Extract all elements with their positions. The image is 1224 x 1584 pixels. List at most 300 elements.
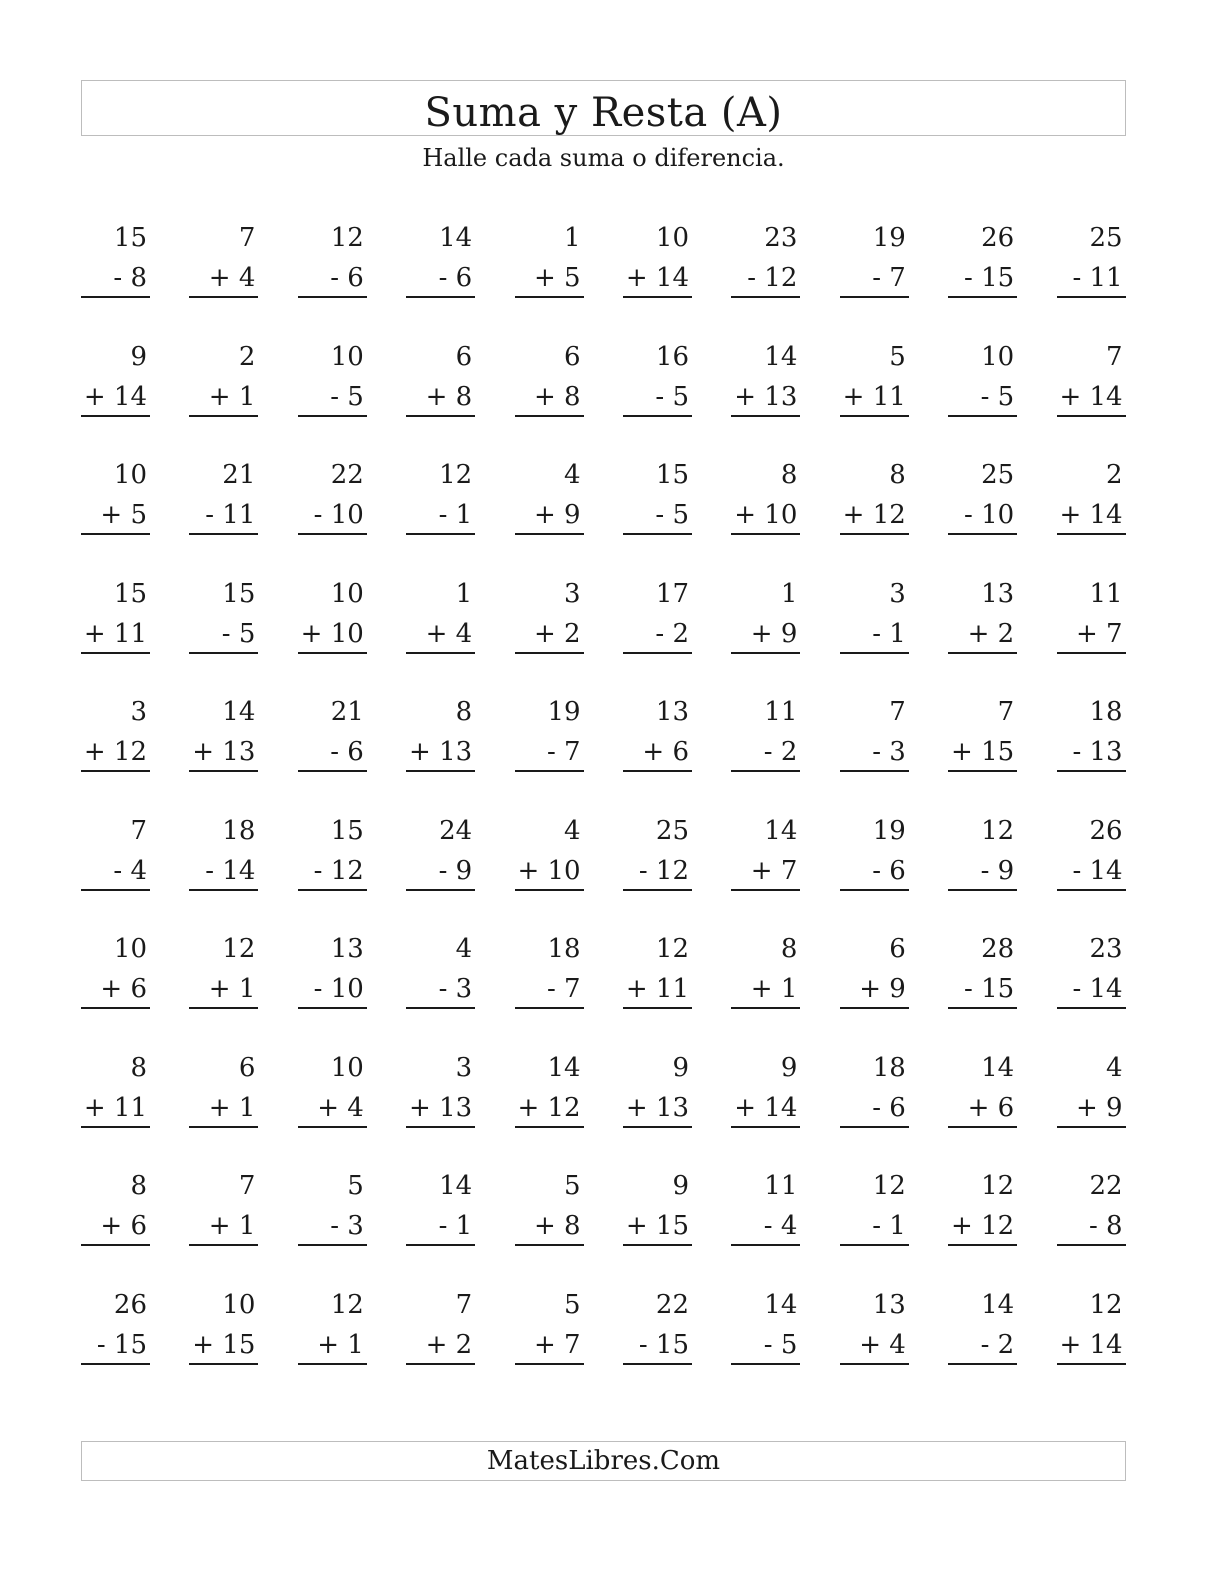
problem-operand: - 3	[438, 974, 473, 1004]
problem-top-number: 25	[981, 460, 1015, 490]
problem-top-number: 12	[981, 1171, 1015, 1201]
problem-top-number: 25	[655, 815, 689, 846]
problem	[81, 929, 150, 1009]
problem-top-number: 14	[439, 1171, 473, 1201]
problem-top-number: 12	[655, 934, 689, 964]
problem-operand: - 8	[1089, 1211, 1123, 1241]
problem	[948, 1166, 1017, 1246]
problem	[81, 574, 150, 654]
problem-top-number: 23	[764, 223, 798, 253]
problem	[406, 1048, 475, 1128]
problem	[298, 811, 367, 891]
problem	[189, 1048, 258, 1128]
problem-top-number: 4	[1106, 1052, 1123, 1083]
problem	[406, 218, 475, 298]
problem-top-number: 15	[655, 460, 689, 490]
problem-operand: + 13	[192, 737, 256, 767]
problem-operand: - 9	[980, 855, 1015, 886]
problem	[189, 1166, 258, 1246]
problem-top-number: 1	[780, 578, 798, 609]
problem-top-number: 6	[238, 1052, 256, 1083]
problem	[623, 218, 692, 298]
problem-operand: - 5	[980, 381, 1015, 412]
problem-operand: + 2	[967, 618, 1015, 649]
problem-top-number: 5	[564, 1289, 581, 1320]
problem	[840, 1048, 909, 1128]
problem	[840, 1285, 909, 1365]
problem-operand: - 15	[96, 1329, 147, 1360]
problem-top-number: 4	[455, 934, 473, 964]
problem-top-number: 11	[1089, 578, 1123, 609]
problem-top-number: 6	[889, 934, 906, 964]
problem	[189, 1285, 258, 1365]
problem-operand: + 9	[859, 974, 906, 1004]
problem	[731, 1285, 800, 1365]
problem-top-number: 11	[764, 1171, 798, 1201]
problem	[948, 337, 1017, 417]
problem	[298, 1048, 367, 1128]
problem	[840, 1166, 909, 1246]
problem	[298, 1166, 367, 1246]
problem-operand: + 4	[425, 618, 473, 649]
problem	[623, 692, 692, 772]
problem-top-number: 4	[564, 460, 581, 490]
problem	[1057, 1285, 1126, 1365]
problem-top-number: 10	[330, 578, 364, 609]
problem	[731, 692, 800, 772]
problem-top-number: 9	[780, 1052, 798, 1083]
problem-operand: - 2	[763, 737, 798, 767]
problem	[81, 811, 150, 891]
problem-operand: + 14	[734, 1092, 798, 1123]
problem-top-number: 7	[238, 1171, 256, 1201]
problem	[298, 692, 367, 772]
problem-top-number: 13	[872, 1289, 906, 1320]
problem-operand: - 15	[964, 974, 1015, 1004]
problem	[515, 1048, 584, 1128]
problem-top-number: 26	[113, 1289, 147, 1320]
problem-operand: - 7	[872, 263, 906, 293]
problem-operand: - 10	[313, 500, 364, 530]
problem	[731, 218, 800, 298]
problem-operand: - 7	[547, 974, 581, 1004]
problem-top-number: 7	[238, 223, 256, 253]
problem-operand: - 8	[113, 263, 147, 293]
problem	[515, 692, 584, 772]
problem-operand: + 5	[100, 500, 147, 530]
problem-operand: - 5	[763, 1329, 798, 1360]
problem	[81, 1048, 150, 1128]
problem	[731, 1048, 800, 1128]
problem-operand: + 2	[425, 1329, 473, 1360]
problem-top-number: 4	[564, 815, 581, 846]
problem-top-number: 10	[113, 460, 147, 490]
title-box	[81, 80, 1126, 136]
problem-operand: + 12	[517, 1092, 581, 1123]
problem-top-number: 6	[564, 341, 581, 372]
problem-top-number: 7	[130, 815, 147, 846]
footer-box	[81, 1441, 1126, 1481]
problem-operand: + 14	[1059, 1329, 1123, 1360]
problem-row	[81, 337, 1126, 455]
problem-operand: + 14	[1059, 381, 1123, 412]
problem	[623, 1048, 692, 1128]
problem-operand: - 10	[964, 500, 1015, 530]
problem-top-number: 19	[547, 697, 581, 727]
problem-top-number: 1	[455, 578, 473, 609]
problem-operand: - 6	[872, 855, 906, 886]
problem-top-number: 6	[455, 341, 473, 372]
problem-operand: + 7	[534, 1329, 581, 1360]
problem	[406, 455, 475, 535]
problem	[189, 574, 258, 654]
problem-operand: + 2	[534, 618, 581, 649]
problem-operand: + 1	[317, 1329, 364, 1360]
problem-operand: + 13	[625, 1092, 689, 1123]
problem-operand: + 15	[625, 1211, 689, 1241]
problem-operand: + 1	[208, 381, 256, 412]
problem-top-number: 14	[764, 815, 798, 846]
problem	[623, 455, 692, 535]
problem-top-number: 8	[889, 460, 906, 490]
problem-row	[81, 929, 1126, 1047]
problem	[948, 1285, 1017, 1365]
problem-operand: + 9	[1076, 1092, 1123, 1123]
problem-operand: - 5	[330, 381, 364, 412]
problem	[840, 218, 909, 298]
problem	[731, 455, 800, 535]
problem	[1057, 574, 1126, 654]
problem-operand: - 2	[980, 1329, 1015, 1360]
problem	[189, 692, 258, 772]
problem	[623, 574, 692, 654]
problem-operand: + 11	[83, 618, 147, 649]
problem	[298, 455, 367, 535]
problem-operand: - 5	[655, 500, 689, 530]
problem-top-number: 14	[981, 1052, 1015, 1083]
problem	[840, 574, 909, 654]
problem-operand: + 12	[951, 1211, 1015, 1241]
problem	[731, 929, 800, 1009]
problem-operand: - 1	[872, 618, 906, 649]
problem-top-number: 7	[997, 697, 1015, 727]
problem	[406, 1285, 475, 1365]
problem	[515, 337, 584, 417]
problem	[515, 218, 584, 298]
problem	[81, 218, 150, 298]
problem-top-number: 18	[222, 815, 256, 846]
problem-top-number: 13	[981, 578, 1015, 609]
problem-top-number: 18	[1089, 697, 1123, 727]
problem-operand: - 6	[872, 1092, 906, 1123]
page-title: Suma y Resta (A)	[424, 90, 783, 136]
problem-top-number: 1	[564, 223, 581, 253]
problem-operand: + 4	[859, 1329, 906, 1360]
problem-operand: + 5	[534, 263, 581, 293]
problem-top-number: 5	[564, 1171, 581, 1201]
problem-top-number: 8	[455, 697, 473, 727]
problem	[189, 929, 258, 1009]
problem-operand: + 15	[951, 737, 1015, 767]
problem	[81, 337, 150, 417]
problem-operand: + 4	[208, 263, 256, 293]
problem	[840, 337, 909, 417]
problem-top-number: 15	[222, 578, 256, 609]
problem-top-number: 15	[330, 815, 364, 846]
problem	[731, 811, 800, 891]
problem-operand: + 1	[208, 1211, 256, 1241]
problem-top-number: 21	[222, 460, 256, 490]
problem-top-number: 26	[1089, 815, 1123, 846]
problem	[1057, 929, 1126, 1009]
problem-top-number: 10	[222, 1289, 256, 1320]
problem-row	[81, 1166, 1126, 1284]
problem-operand: - 11	[205, 500, 256, 530]
problem-operand: - 5	[221, 618, 256, 649]
problem-row	[81, 574, 1126, 692]
problem	[1057, 1166, 1126, 1246]
problem-top-number: 22	[655, 1289, 689, 1320]
problem-operand: - 3	[872, 737, 906, 767]
problem-top-number: 15	[113, 223, 147, 253]
problem-operand: - 1	[872, 1211, 906, 1241]
problem-top-number: 11	[764, 697, 798, 727]
problem-top-number: 10	[655, 223, 689, 253]
problem-top-number: 10	[330, 341, 364, 372]
problem	[515, 811, 584, 891]
problem-operand: - 6	[330, 263, 364, 293]
instructions: Halle cada suma o diferencia.	[422, 144, 785, 172]
problem	[731, 1166, 800, 1246]
problem-operand: - 3	[330, 1211, 364, 1241]
problem-top-number: 10	[981, 341, 1015, 372]
problem	[623, 929, 692, 1009]
problem-top-number: 3	[564, 578, 581, 609]
problem	[298, 218, 367, 298]
problem	[731, 337, 800, 417]
problem-top-number: 14	[547, 1052, 581, 1083]
problem-operand: - 9	[438, 855, 473, 886]
problem-row	[81, 1048, 1126, 1166]
problem	[298, 337, 367, 417]
problem	[406, 929, 475, 1009]
problem	[189, 218, 258, 298]
problem-top-number: 12	[872, 1171, 906, 1201]
problem	[948, 811, 1017, 891]
problem-operand: + 15	[192, 1329, 256, 1360]
problem-top-number: 14	[439, 223, 473, 253]
problem	[1057, 692, 1126, 772]
problem-top-number: 17	[655, 578, 689, 609]
problem-top-number: 22	[1089, 1171, 1123, 1201]
problem	[731, 574, 800, 654]
problem-top-number: 10	[113, 934, 147, 964]
problem	[840, 811, 909, 891]
problem-operand: - 15	[638, 1329, 689, 1360]
problem-operand: + 10	[734, 500, 798, 530]
problem-top-number: 24	[439, 815, 473, 846]
problem-operand: + 9	[750, 618, 798, 649]
problem-row	[81, 1285, 1126, 1403]
problem-row	[81, 811, 1126, 929]
problem	[840, 455, 909, 535]
problem	[81, 455, 150, 535]
problem	[81, 1166, 150, 1246]
problem	[406, 811, 475, 891]
problem-operand: - 4	[113, 855, 147, 886]
problem-operand: - 11	[1072, 263, 1123, 293]
problem-operand: + 1	[750, 974, 798, 1004]
problem-top-number: 12	[981, 815, 1015, 846]
problem	[406, 337, 475, 417]
problem	[1057, 811, 1126, 891]
problem-top-number: 3	[455, 1052, 473, 1083]
problem-operand: - 7	[547, 737, 581, 767]
problem-top-number: 19	[872, 223, 906, 253]
problem-top-number: 18	[547, 934, 581, 964]
problem	[1057, 1048, 1126, 1128]
problem-operand: + 14	[1059, 500, 1123, 530]
problem-operand: + 13	[734, 381, 798, 412]
problem	[948, 455, 1017, 535]
problem-operand: - 13	[1072, 737, 1123, 767]
problem-operand: + 7	[750, 855, 798, 886]
problem	[948, 218, 1017, 298]
problem-top-number: 22	[330, 460, 364, 490]
problem-top-number: 9	[130, 341, 147, 372]
problem-top-number: 2	[1106, 460, 1123, 490]
problem	[948, 692, 1017, 772]
problem-top-number: 14	[764, 341, 798, 372]
problem	[515, 455, 584, 535]
problem-top-number: 12	[439, 460, 473, 490]
problem-top-number: 18	[872, 1052, 906, 1083]
problem-top-number: 13	[330, 934, 364, 964]
problem-operand: + 11	[625, 974, 689, 1004]
problem	[189, 337, 258, 417]
problem-top-number: 10	[330, 1052, 364, 1083]
problem-top-number: 14	[764, 1289, 798, 1320]
problem	[515, 1166, 584, 1246]
problem-top-number: 7	[889, 697, 906, 727]
problem	[406, 692, 475, 772]
problem-top-number: 12	[330, 223, 364, 253]
problem	[948, 929, 1017, 1009]
problem	[948, 1048, 1017, 1128]
problem-operand: - 14	[1072, 974, 1123, 1004]
problem-operand: + 6	[967, 1092, 1015, 1123]
problem-operand: + 9	[534, 500, 581, 530]
problem-row	[81, 218, 1126, 336]
problem	[298, 929, 367, 1009]
problem-top-number: 26	[981, 223, 1015, 253]
problem-operand: + 14	[83, 381, 147, 412]
problem	[298, 1285, 367, 1365]
problem-top-number: 19	[872, 815, 906, 846]
problem-operand: + 10	[300, 618, 364, 649]
problem-operand: + 8	[425, 381, 473, 412]
problem-top-number: 8	[780, 460, 798, 490]
problem-operand: + 4	[317, 1092, 364, 1123]
problem-top-number: 21	[330, 697, 364, 727]
problem-top-number: 12	[222, 934, 256, 964]
problem-operand: + 1	[208, 974, 256, 1004]
problem-operand: - 2	[655, 618, 689, 649]
problem-operand: + 10	[517, 855, 581, 886]
problem-top-number: 13	[655, 697, 689, 727]
problem-operand: + 7	[1076, 618, 1123, 649]
problem-top-number: 7	[455, 1289, 473, 1320]
problem-top-number: 12	[330, 1289, 364, 1320]
problem-top-number: 8	[780, 934, 798, 964]
problem-top-number: 8	[130, 1171, 147, 1201]
problem-top-number: 3	[889, 578, 906, 609]
problem-top-number: 16	[655, 341, 689, 372]
problem-operand: - 1	[438, 1211, 473, 1241]
problem-operand: + 8	[534, 381, 581, 412]
problem-top-number: 5	[889, 341, 906, 372]
problem-operand: + 12	[83, 737, 147, 767]
problem	[515, 1285, 584, 1365]
problem	[189, 811, 258, 891]
problem-operand: + 6	[100, 974, 147, 1004]
problem	[81, 692, 150, 772]
problem-top-number: 3	[130, 697, 147, 727]
problem-top-number: 15	[113, 578, 147, 609]
problem	[623, 337, 692, 417]
problem-operand: - 1	[438, 500, 473, 530]
problem-operand: + 6	[100, 1211, 147, 1241]
problem-top-number: 25	[1089, 223, 1123, 253]
problem-top-number: 9	[672, 1171, 689, 1201]
problem-operand: - 15	[964, 263, 1015, 293]
problem-operand: - 6	[438, 263, 473, 293]
problem-top-number: 14	[222, 697, 256, 727]
problem-row	[81, 455, 1126, 573]
problem	[515, 574, 584, 654]
problem-operand: + 11	[842, 381, 906, 412]
problem-top-number: 8	[130, 1052, 147, 1083]
problem	[1057, 218, 1126, 298]
problem-operand: - 5	[655, 381, 689, 412]
problem	[1057, 337, 1126, 417]
problem	[840, 929, 909, 1009]
problem-operand: - 14	[1072, 855, 1123, 886]
problem	[189, 455, 258, 535]
problem-top-number: 9	[672, 1052, 689, 1083]
problem	[515, 929, 584, 1009]
problem-operand: + 11	[83, 1092, 147, 1123]
problem-operand: - 12	[313, 855, 364, 886]
problem-operand: - 4	[763, 1211, 798, 1241]
problem-operand: - 10	[313, 974, 364, 1004]
problem	[840, 692, 909, 772]
problem-top-number: 2	[238, 341, 256, 372]
problem-operand: + 13	[409, 1092, 473, 1123]
problem-top-number: 23	[1089, 934, 1123, 964]
problem-operand: - 6	[330, 737, 364, 767]
problem	[623, 811, 692, 891]
problem-top-number: 7	[1106, 341, 1123, 372]
problem-operand: + 12	[842, 500, 906, 530]
problem	[298, 574, 367, 654]
problem	[623, 1166, 692, 1246]
problem-top-number: 5	[347, 1171, 364, 1201]
problem	[948, 574, 1017, 654]
problem-operand: - 14	[205, 855, 256, 886]
problem	[81, 1285, 150, 1365]
problem-operand: - 12	[747, 263, 798, 293]
